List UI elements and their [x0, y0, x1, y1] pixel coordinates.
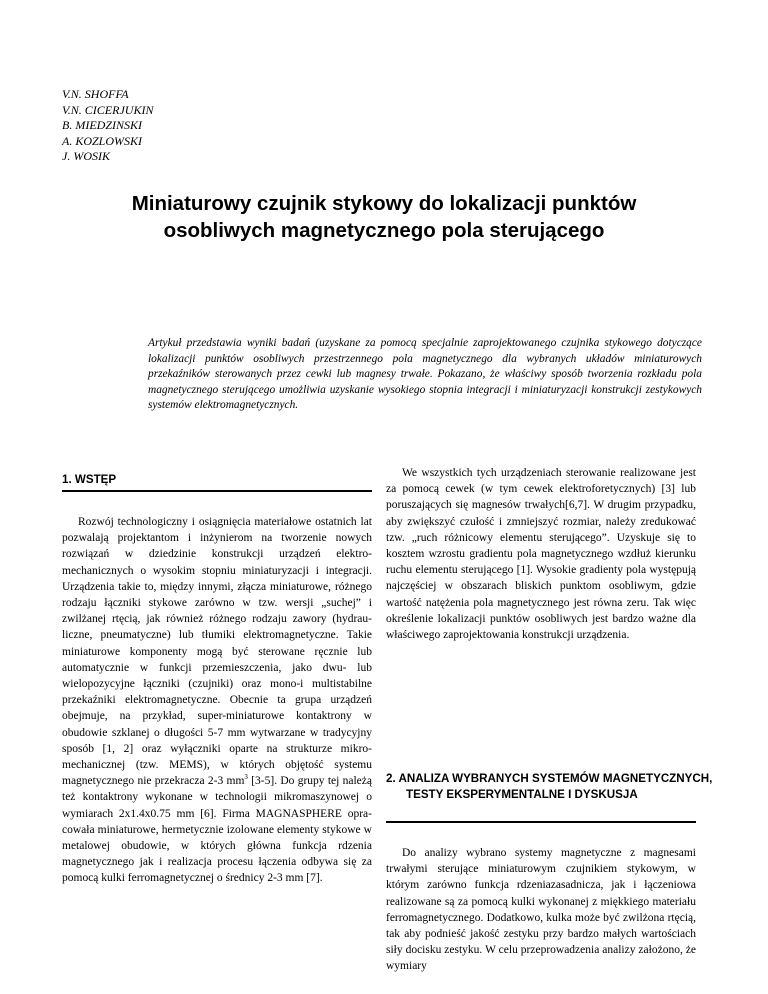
author-list: [62, 87, 282, 165]
paper-title: [40, 190, 728, 244]
author-name: V.N. SHOFFA: [62, 87, 129, 101]
section-2-rule: [386, 821, 696, 823]
author-name: J. WOSIK: [62, 149, 110, 163]
author-name: V.N. CICERJUKIN: [62, 102, 154, 117]
title-line: osobliwych magnetycznego pola sterującego: [163, 219, 605, 242]
section-2-paragraph-1: Do analizy wybrano systemy magnetyczne z magnesami trwałymi sterujące miniaturowym czujnikiem stykowym, w którym zarówno funkcja rdzeniazasadnicza, jak i łączeniowa realizowane są za pomocą kulki wykonanej z miękkiego materiału ferromagnetycznego. Dodatkowo, kulka może być zwilżona rtęcią, tak aby podnieść jakość zestyku przy bardzo małych wartościach siły docisku zestyku. W celu przeprowadzenia analizy założono, że wymiary: [386, 847, 696, 973]
title-line: Miniaturowy czujnik stykowy do lokalizacji punktów: [131, 192, 637, 215]
section-1-rule: [62, 490, 372, 492]
abstract: Artykuł przedstawia wyniki badań (uzyskane za pomocą specjalnie zaprojektowanego czujnika stykowego dotyczące lokalizacji punktów osobliwych przestrzennego pola magnetycznego dla wybranych układów miniaturowych przekaźników sterowanych przez cewki lub magnesy trwałe. Pokazano, że właściwy sposób tworzenia rozkładu pola magnetycznego sterującego umożliwia uzyskanie wysokiego stopnia integracji i miniaturyzacji konstrukcji zestykowych systemów elektromagnetycznych.: [148, 337, 702, 412]
section-1-paragraph-2: We wszystkich tych urządzeniach sterowanie realizowane jest za pomocą cewek (w tym cewek elektroforetycznych) [3] lub poruszających się magnesów trwałych[6,7]. W drugim przypadku, aby zwiększyć czułość i zmniejszyć rozmiar, należy zredukować tzw. „ruch różnicowy elementu sterującego”. Uzyskuje się to kosztem wzrostu gradientu pola magnetycznego wzdłuż kierunku ruchu elementu sterującego [1]. Wysokie gradienty pola występują najczęściej w obszarach bliskich punktom osobliwym, gdzie wartość natężenia pola magnetycznego jest równa zeru. Tak więc określenie lokalizacji punktów osobliwych jest bardzo ważne dla właściwego zaprojektowania konstrukcji urządzenia.: [386, 467, 696, 642]
section-2-heading: 2. ANALIZA WYBRANYCH SYSTEMÓW MAGNETYCZNYCH, TESTY EKSPERYMENTALNE I DYSKUSJA: [386, 772, 713, 801]
paragraph-text: Rozwój technologiczny i osiągnięcia materiałowe ostatnich lat pozwalają projektantom i inżynierom na tworzenie nowych rozwiązań w dziedzinie konstrukcji urządzeń elektro-mechanicznych o wysokim stopniu miniaturyzacji i integracji. Urządzenia takie to, między innymi, złącza miniaturowe, różnego rodzaju łączniki stykowe zarówno w tzw. wersji „suchej” i zwilżanej rtęcią, jak również różnego rodzaju zawory (hydrauliczne, pneumatyczne) lub tłumiki elektromagnetyczne. Takie miniaturowe komponenty mogą być sterowane ręcznie lub automatycznie w funkcji przemieszczenia, jako dwu- lub wielopozycyjne łączniki (czujniki) oraz mono-i multistabilne przekaźniki elektromagnetyczne. Obecnie ta grupa urządzeń obejmuje, na przykład, super-miniaturowe kontaktrony w obudowie szklanej o długości 5-7 mm wytwarzane w tradycyjny sposób [1, 2] oraz wyłączniki oparte na strukturze mikro- mechanicznej (tzw. MEMS), w których objętość systemu magnetycznego nie przekracza 2-3 mm: [62, 516, 372, 788]
superscript: 3: [244, 773, 248, 782]
paragraph-text: [3-5]. Do grupy tej należą też kontaktrony wykonane w technologii mikromaszynowej o wymiarach 2x1.4x0.75 mm [6]. Firma MAGNASPHERE opracowała miniaturowe, hermetycznie izolowane elementy stykowe w metalowej obudowie, w których główna funkcja rdzenia magnetycznego jak i realizacja procesu łączenia odbywa się za pomocą kulki ferromagnetycznej o średnicy 2-3 mm [7].: [62, 775, 372, 885]
author-name: A. KOZLOWSKI: [62, 133, 143, 148]
section-1-paragraph-1: [62, 514, 372, 887]
section-1-heading: 1. WSTĘP: [62, 473, 117, 486]
author-name: B. MIEDZINSKI: [62, 118, 142, 132]
